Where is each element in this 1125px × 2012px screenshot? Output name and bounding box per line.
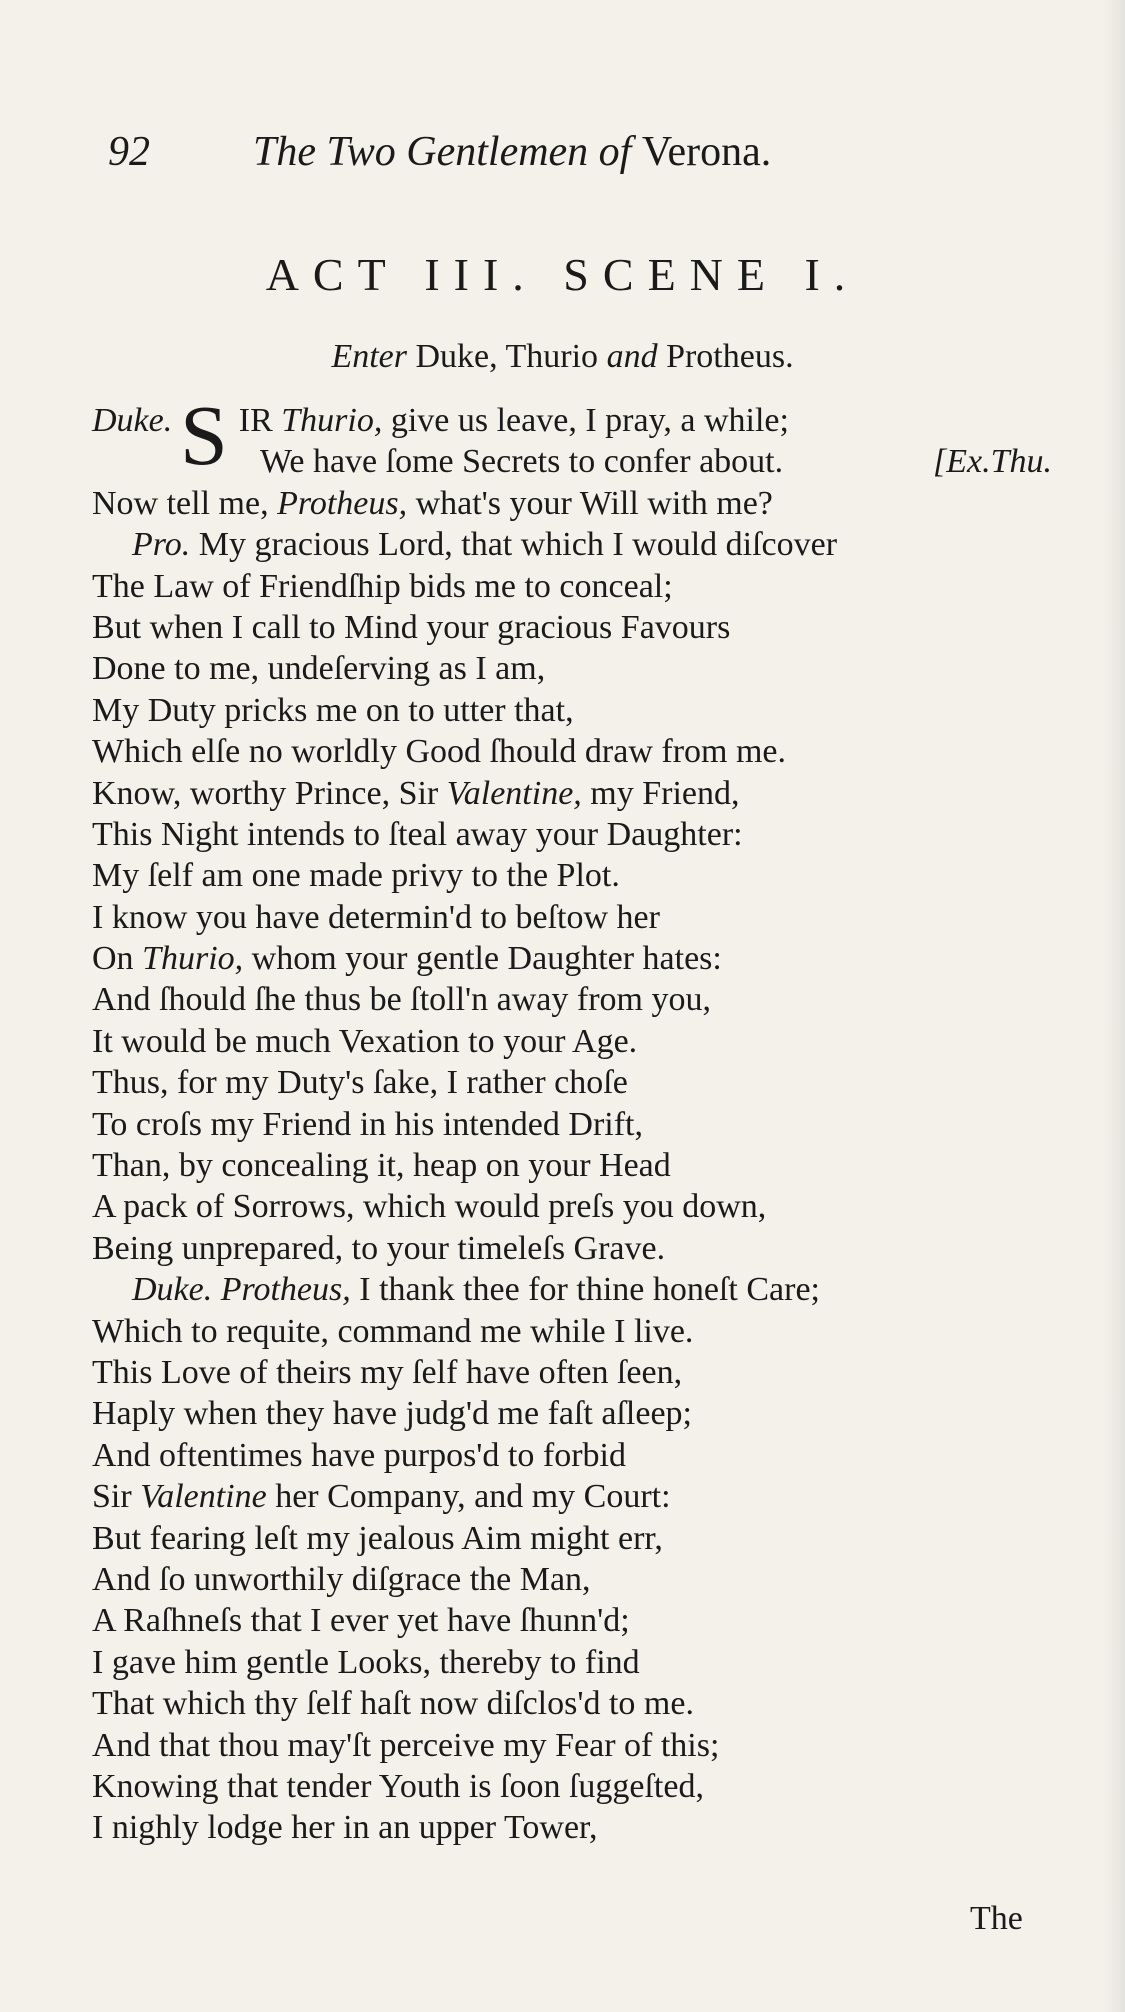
drop-cap: S bbox=[180, 387, 228, 483]
verse-line: Which elſe no worldly Good ſhould draw from me. bbox=[92, 733, 787, 771]
verse-line: A pack of Sorrows, which would preſs you down, bbox=[92, 1188, 767, 1226]
verse-line: I know you have determin'd to beſtow her bbox=[92, 898, 660, 936]
verse-line: Done to me, undeſerving as I am, bbox=[92, 650, 546, 688]
verse-line: And ſo unworthily diſgrace the Man, bbox=[92, 1560, 591, 1598]
stage-direction: Enter Duke, Thurio and Protheus. bbox=[331, 338, 794, 375]
verse-line: Know, worthy Prince, Sir Valentine, my Friend, bbox=[92, 774, 740, 812]
italic-name: Protheus, bbox=[277, 484, 408, 522]
page-number: 92 bbox=[108, 129, 150, 175]
verse-line: Sir Valentine her Company, and my Court: bbox=[92, 1478, 671, 1516]
verse-line: Being unprepared, to your timeleſs Grave. bbox=[92, 1229, 666, 1267]
italic-name: Thurio, bbox=[142, 940, 244, 978]
verse-line: To croſs my Friend in his intended Drift, bbox=[92, 1105, 643, 1143]
speaker-name: Duke. Protheus, bbox=[132, 1271, 351, 1309]
verse-line: And oftentimes have purpos'd to forbid bbox=[92, 1436, 626, 1474]
verse-line-second: We have ſome Secrets to confer about. [Ex.Thu. bbox=[92, 441, 1072, 482]
verse-line: My ſelf am one made privy to the Plot. bbox=[92, 857, 620, 895]
verse-line: I nighly lodge her in an upper Tower, bbox=[92, 1809, 598, 1847]
verse-line: And that thou may'ſt perceive my Fear of this; bbox=[92, 1726, 720, 1764]
verse-line: My Duty pricks me on to utter that, bbox=[92, 691, 574, 729]
speaker-name: Pro. bbox=[132, 526, 191, 564]
catchword: The bbox=[970, 1900, 1023, 1937]
verse-line: On Thurio, whom your gentle Daughter hates: bbox=[92, 940, 722, 978]
verse-line: Now tell me, Protheus, what's your Will with me? bbox=[92, 484, 773, 522]
speaker-name: Duke. bbox=[92, 402, 173, 439]
verse-line: Haply when they have judg'd me faſt aſleep; bbox=[92, 1395, 692, 1433]
running-header bbox=[108, 128, 771, 176]
running-title: The Two Gentlemen of Verona. bbox=[253, 129, 772, 175]
verse-line-first: Duke. S IR Thurio, give us leave, I pray, a while; bbox=[92, 387, 789, 483]
verse-line: Knowing that tender Youth is ſoon ſuggeſted, bbox=[92, 1767, 704, 1805]
page-edge-shadow bbox=[1103, 0, 1125, 2012]
verse-line: Than, by concealing it, heap on your Head bbox=[92, 1147, 671, 1185]
verse-line: But fearing leſt my jealous Aim might err, bbox=[92, 1519, 663, 1557]
verse-line: This Love of theirs my ſelf have often ſeen, bbox=[92, 1353, 683, 1391]
verse-line: Which to requite, command me while I live. bbox=[92, 1312, 694, 1350]
verse-line: But when I call to Mind your gracious Favours bbox=[92, 608, 731, 646]
italic-name: Valentine, bbox=[446, 774, 582, 812]
verse-line: And ſhould ſhe thus be ſtoll'n away from you, bbox=[92, 981, 711, 1019]
verse-line: This Night intends to ſteal away your Daughter: bbox=[92, 815, 743, 853]
act-scene-heading: ACT III. SCENE I. bbox=[265, 249, 860, 300]
verse-line: I gave him gentle Looks, thereby to find bbox=[92, 1643, 640, 1681]
verse-line: A Raſhneſs that I ever yet have ſhunn'd; bbox=[92, 1602, 630, 1640]
verse-line: That which thy ſelf haſt now diſclos'd to me. bbox=[92, 1685, 694, 1723]
verse-line: It would be much Vexation to your Age. bbox=[92, 1022, 638, 1060]
verse-line: The Law of Friendſhip bids me to conceal; bbox=[92, 567, 673, 605]
verse-line: Pro. My gracious Lord, that which I would diſcover bbox=[132, 526, 838, 564]
verse-body bbox=[92, 387, 1072, 1849]
verse-line: Thus, for my Duty's ſake, I rather choſe bbox=[92, 1064, 628, 1102]
italic-name: Valentine bbox=[140, 1478, 267, 1516]
verse-line: Duke. Protheus, I thank thee for thine honeſt Care; bbox=[132, 1271, 820, 1309]
exit-direction: [Ex.Thu. bbox=[933, 443, 1052, 481]
